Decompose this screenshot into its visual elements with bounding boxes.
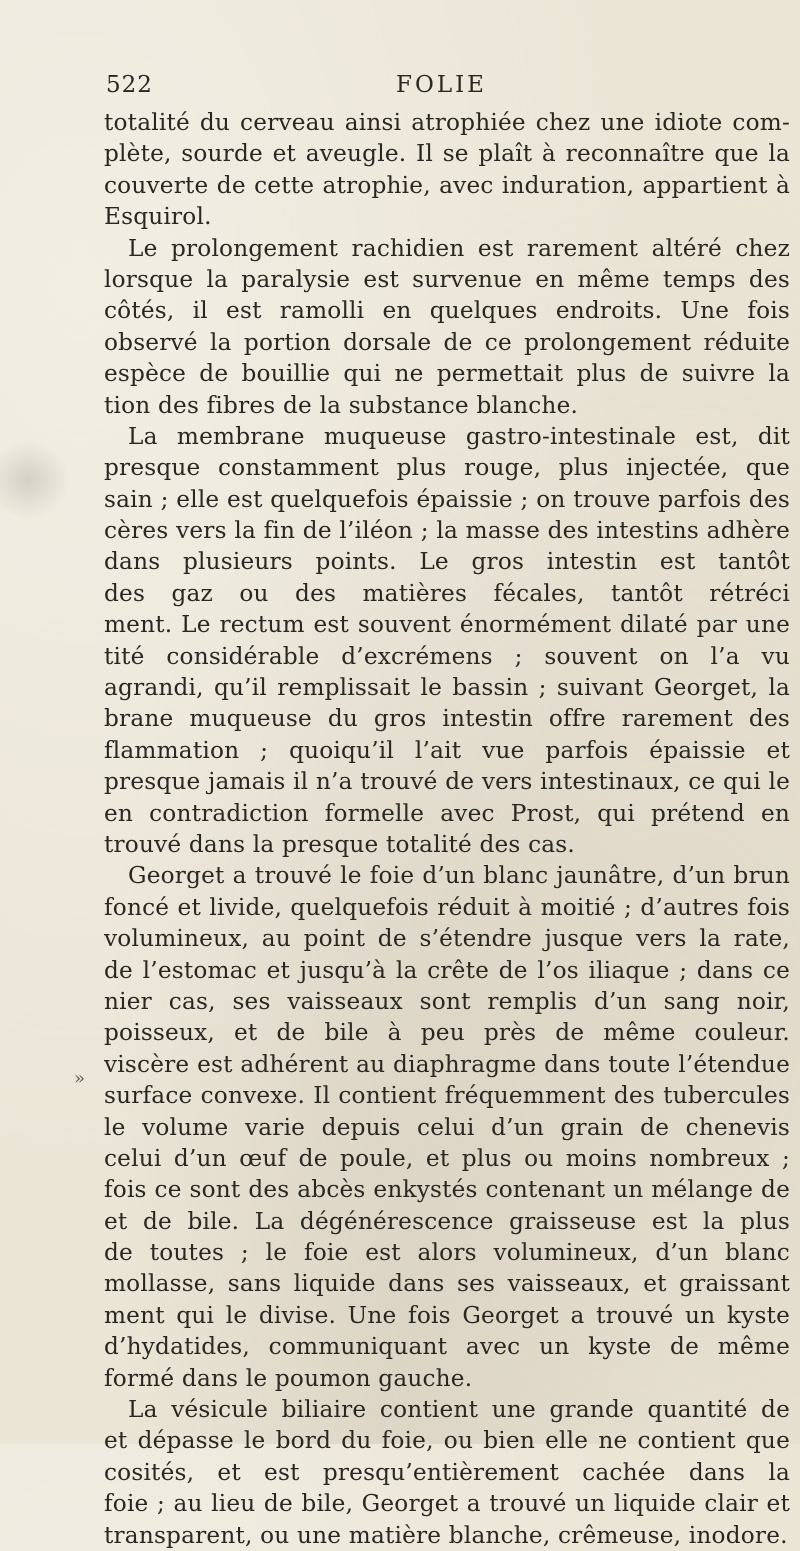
text-line: ment qui le divise. Une fois Georget a trouvé un kyste: [104, 1301, 790, 1329]
text-line: couverte de cette atrophie, avec induration, appartient à: [104, 171, 790, 199]
text-line: cères vers la fin de l’iléon ; la masse des intestins adhère: [104, 517, 790, 545]
text-line: et de bile. La dégénérescence graisseuse est la plus: [104, 1207, 790, 1235]
text-line: de toutes ; le foie est alors volumineux, d’un blanc: [104, 1239, 790, 1267]
text-line: agrandi, qu’il remplissait le bassin ; suivant Georget, la: [104, 674, 790, 702]
text-line: mollasse, sans liquide dans ses vaisseaux, et graissant: [104, 1270, 790, 1298]
text-line: totalité du cerveau ainsi atrophiée chez une idiote com-: [104, 109, 790, 136]
text-line: Le prolongement rachidien est rarement altéré chez: [128, 234, 790, 262]
text-line: sain ; elle est quelquefois épaissie ; on trouve parfois des: [104, 485, 790, 513]
text-line: presque constamment plus rouge, plus injectée, que: [104, 454, 790, 482]
paragraph: [104, 860, 790, 1394]
text-line: des gaz ou des matières fécales, tantôt rétréci: [104, 579, 790, 607]
text-line: tion des fibres de la substance blanche.: [104, 391, 579, 419]
text-line: La vésicule biliaire contient une grande quantité de: [128, 1396, 790, 1424]
text-line: cosités, et est presqu’entièrement cachée dans la: [104, 1458, 790, 1486]
page-header: [106, 72, 666, 106]
text-line: nier cas, ses vaisseaux sont remplis d’un sang noir,: [104, 987, 790, 1015]
text-line: trouvé dans la presque totalité des cas.: [104, 830, 575, 858]
page-number: 522: [106, 72, 153, 98]
paragraph: [104, 107, 790, 233]
text-line: dans plusieurs points. Le gros intestin est tantôt: [104, 548, 790, 576]
text-line: le volume varie depuis celui d’un grain de chenevis: [104, 1113, 790, 1141]
text-line: presque jamais il n’a trouvé de vers intestinaux, ce qui le: [104, 768, 790, 796]
paragraph: [104, 233, 790, 421]
text-line: observé la portion dorsale de ce prolongement réduite: [104, 328, 790, 356]
text-line: celui d’un œuf de poule, et plus ou moins nombreux ;: [104, 1144, 790, 1172]
text-line: foncé et livide, quelquefois réduit à moitié ; d’autres fois: [104, 893, 790, 921]
text-line: La membrane muqueuse gastro-intestinale est, dit: [128, 422, 790, 450]
text-line: ment. Le rectum est souvent énormément dilaté par une: [104, 611, 790, 639]
text-line: côtés, il est ramolli en quelques endroits. Une fois: [104, 297, 790, 325]
text-line: plète, sourde et aveugle. Il se plaît à reconnaître que la: [104, 140, 790, 168]
text-line: volumineux, au point de s’étendre jusque vers la rate,: [104, 925, 790, 953]
text-line: lorsque la paralysie est survenue en même temps des: [104, 265, 790, 293]
text-line: et dépasse le bord du foie, ou bien elle ne contient que: [104, 1427, 790, 1455]
body-text: [104, 107, 790, 1551]
text-line: surface convexe. Il contient fréquemment des tubercules: [104, 1082, 790, 1110]
margin-mark: »: [74, 1068, 86, 1089]
text-line: Georget a trouvé le foie d’un blanc jaunâtre, d’un brun: [128, 862, 790, 890]
text-line: fois ce sont des abcès enkystés contenant un mélange de: [104, 1176, 790, 1204]
text-line: viscère est adhérent au diaphragme dans toute l’étendue: [104, 1050, 790, 1078]
text-line: de l’estomac et jusqu’à la crête de l’os iliaque ; dans ce: [104, 956, 790, 984]
text-line: brane muqueuse du gros intestin offre rarement des: [104, 705, 790, 733]
text-line: poisseux, et de bile à peu près de même couleur.: [104, 1019, 790, 1047]
page-stain: [0, 440, 70, 520]
text-line: d’hydatides, communiquant avec un kyste de même: [104, 1333, 790, 1361]
text-line: transparent, ou une matière blanche, crêmeuse, inodore.: [104, 1521, 788, 1549]
text-line: espèce de bouillie qui ne permettait plus de suivre la: [104, 360, 790, 388]
running-head: FOLIE: [396, 72, 487, 98]
text-line: formé dans le poumon gauche.: [104, 1364, 473, 1392]
paragraph: [104, 1394, 790, 1551]
text-line: flammation ; quoiqu’il l’ait vue parfois épaissie et: [104, 736, 790, 764]
text-line: Esquirol.: [104, 203, 212, 231]
text-line: tité considérable d’excrémens ; souvent on l’a vu: [104, 642, 790, 670]
paragraph: [104, 421, 790, 860]
text-line: en contradiction formelle avec Prost, qui prétend en: [104, 799, 790, 827]
text-line: foie ; au lieu de bile, Georget a trouvé un liquide clair et: [104, 1490, 790, 1518]
